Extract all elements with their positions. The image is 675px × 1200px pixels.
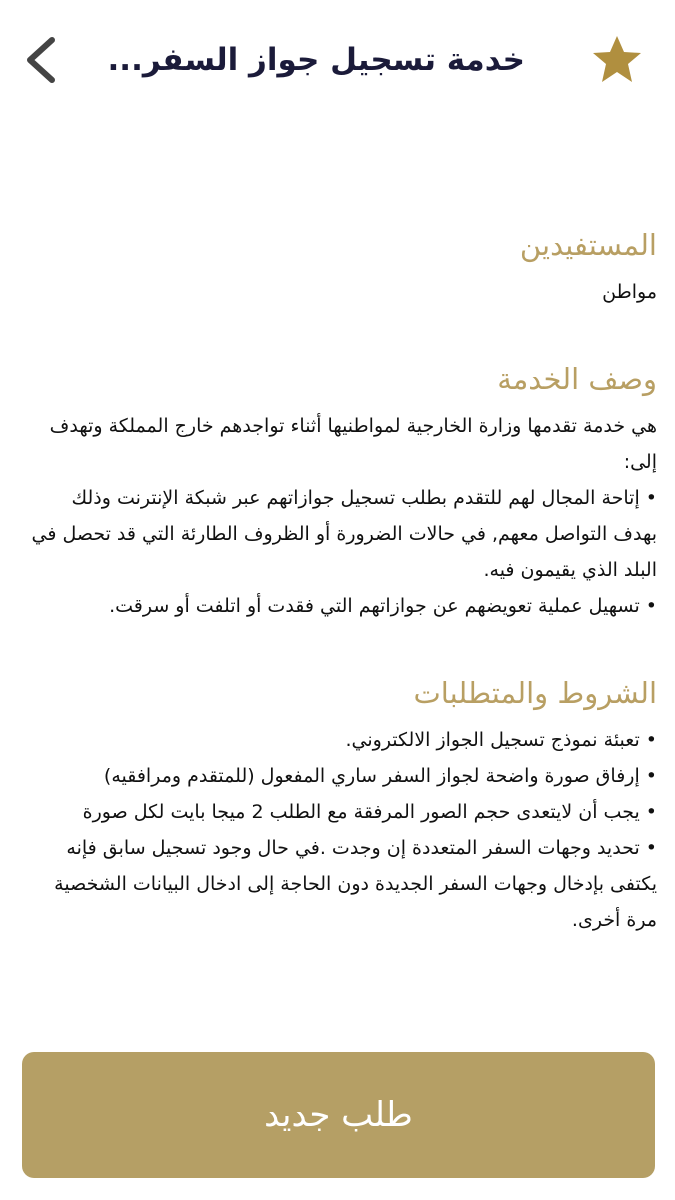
list-item: • إتاحة المجال لهم للتقدم بطلب تسجيل جوازاتهم عبر شبكة الإنترنت وذلك بهدف التواصل معهم, في حالات الضرورة أو الظروف الطارئة التي قد تحصل في البلد الذي يقيمون فيه. [22,480,657,588]
requirements-section [22,668,657,938]
list-item: • إرفاق صورة واضحة لجواز السفر ساري المفعول (للمتقدم ومرافقيه) [22,758,657,794]
description-intro: هي خدمة تقدمها وزارة الخارجية لمواطنيها أثناء تواجدهم خارج المملكة وتهدف إلى: [49,415,657,473]
beneficiaries-title: المستفيدين [519,228,657,262]
favorite-button[interactable] [589,32,645,88]
service-details [22,220,657,938]
list-item: • تعبئة نموذج تسجيل الجواز الالكتروني. [22,722,657,758]
list-item: • تحديد وجهات السفر المتعددة إن وجدت .في حال وجود تسجيل سابق فإنه يكتفى بإدخال وجهات السفر الجديدة دون الحاجة إلى ادخال البيانات الشخصية مرة أخرى. [22,830,657,938]
list-item: • تسهيل عملية تعويضهم عن جوازاتهم التي فقدت أو اتلفت أو سرقت. [22,588,657,624]
requirements-list [22,722,657,938]
requirements-title: الشروط والمتطلبات [413,676,657,710]
description-title: وصف الخدمة [497,362,657,396]
description-section [22,354,657,624]
beneficiaries-section [22,220,657,310]
list-item: • يجب أن لايتعدى حجم الصور المرفقة مع الطلب 2 ميجا بايت لكل صورة [22,794,657,830]
page-title: خدمة تسجيل جواز السفر... [107,42,525,78]
beneficiaries-text: مواطن [602,281,657,303]
description-list [22,480,657,624]
top-bar [0,0,675,120]
chevron-left-icon [18,30,68,90]
star-icon [589,32,645,88]
new-request-button[interactable]: طلب جديد [22,1052,655,1178]
back-button[interactable] [18,30,68,90]
